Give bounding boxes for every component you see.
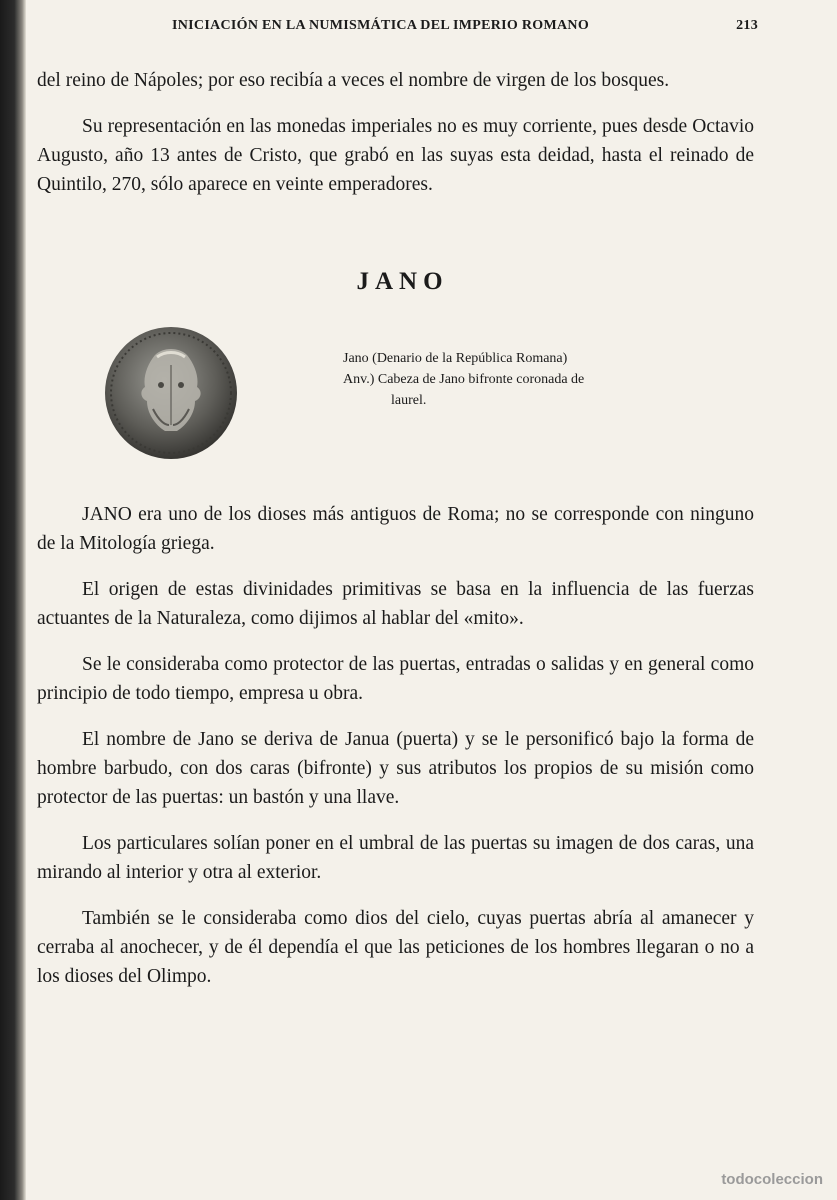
watermark: todocoleccion [721, 1171, 823, 1188]
page-number: 213 [736, 18, 758, 33]
coin-figure [37, 318, 754, 478]
caption-line: laurel. [391, 393, 427, 408]
caption-line: Anv.) Cabeza de Jano bifronte coronada de [343, 372, 585, 387]
book-spine-shadow [0, 0, 26, 1200]
figure-caption [343, 348, 663, 411]
paragraph: El nombre de Jano se deriva de Janua (puerta) y se le personificó bajo la forma de hombre barbudo, con dos caras (bifronte) y sus atributos los propios de su misión como protector de las puertas: un bastón y una llave. [37, 729, 754, 808]
paragraph: del reino de Nápoles; por eso recibía a veces el nombre de virgen de los bosques. [37, 70, 670, 91]
paragraph: También se le consideraba como dios del cielo, cuyas puertas abría al amanecer y cerraba al anochecer, y de él dependía el que las peticiones de los hombres llegaran o no a los dioses del Olimpo. [37, 908, 754, 987]
janus-coin-image [103, 325, 239, 461]
section-title: JANO [356, 268, 449, 295]
paragraph: Su representación en las monedas imperiales no es muy corriente, pues desde Octavio Augusto, año 13 antes de Cristo, que grabó en las suyas esta deidad, hasta el reinado de Quintilo, 270, sólo aparece en veinte emperadores. [37, 116, 754, 195]
page-body [37, 66, 754, 1008]
running-header [38, 14, 758, 38]
paragraph: El origen de estas divinidades primitivas se basa en la influencia de las fuerzas actuantes de la Naturaleza, como dijimos al hablar del «mito». [37, 579, 754, 629]
paragraph: Los particulares solían poner en el umbral de las puertas su imagen de dos caras, una mirando al interior y otra al exterior. [37, 833, 754, 883]
running-title: INICIACIÓN EN LA NUMISMÁTICA DEL IMPERIO ROMANO [172, 18, 590, 33]
paragraph: Se le consideraba como protector de las puertas, entradas o salidas y en general como principio de todo tiempo, empresa u obra. [37, 654, 754, 704]
caption-line: Jano (Denario de la República Romana) [343, 351, 568, 366]
paragraph: JANO era uno de los dioses más antiguos de Roma; no se corresponde con ninguno de la Mitología griega. [37, 504, 754, 554]
